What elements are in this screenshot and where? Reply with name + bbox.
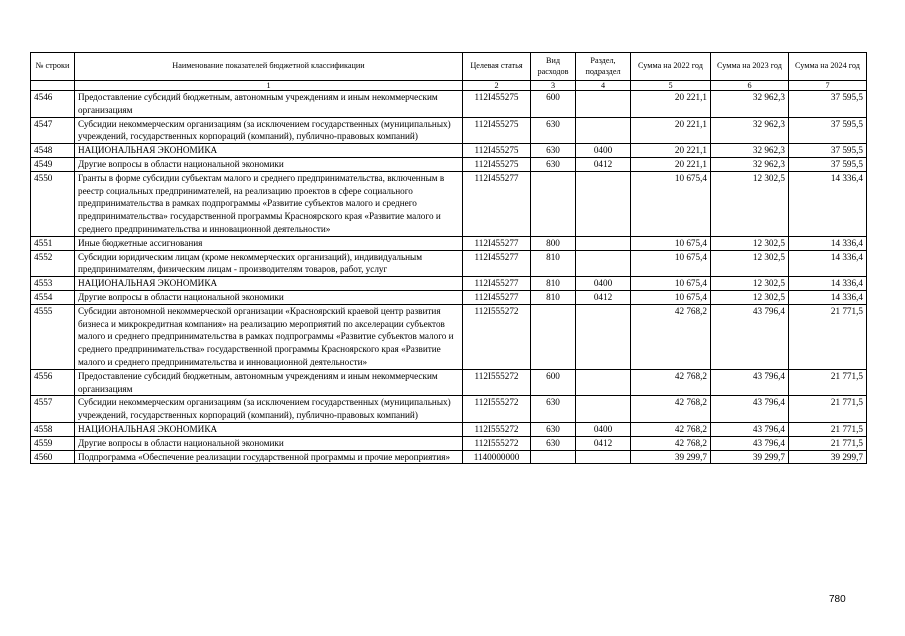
row-sum-2024: 14 336,4 <box>789 250 867 277</box>
row-razdel: 0412 <box>576 290 631 304</box>
table-row <box>31 117 867 144</box>
row-sum-2023: 43 796,4 <box>711 436 789 450</box>
row-sum-2023: 43 796,4 <box>711 422 789 436</box>
row-razdel <box>576 396 631 423</box>
row-number: 4546 <box>31 91 75 118</box>
row-sum-2023: 39 299,7 <box>711 450 789 464</box>
table-row <box>31 396 867 423</box>
row-sum-2023: 32 962,3 <box>711 117 789 144</box>
row-name: Подпрограмма «Обеспечение реализации государственной программы и прочие мероприятия» <box>75 450 463 464</box>
row-razdel <box>576 250 631 277</box>
row-sum-2024: 14 336,4 <box>789 277 867 291</box>
row-sum-2023: 32 962,3 <box>711 157 789 171</box>
row-sum-2024: 14 336,4 <box>789 236 867 250</box>
row-target: 112I555272 <box>463 436 531 450</box>
row-name: Субсидии некоммерческим организациям (за исключением государственных (муниципальных) учреждений, государственных корпораций (компаний), публично-правовых компаний) <box>75 117 463 144</box>
row-sum-2024: 21 771,5 <box>789 369 867 396</box>
row-sum-2023: 12 302,5 <box>711 236 789 250</box>
row-sum-2024: 21 771,5 <box>789 436 867 450</box>
row-sum-2022: 42 768,2 <box>631 396 711 423</box>
row-vid: 600 <box>531 369 576 396</box>
row-vid: 810 <box>531 250 576 277</box>
row-sum-2023: 12 302,5 <box>711 171 789 236</box>
row-sum-2023: 43 796,4 <box>711 396 789 423</box>
row-razdel <box>576 171 631 236</box>
row-sum-2022: 42 768,2 <box>631 304 711 369</box>
table-row <box>31 250 867 277</box>
row-razdel <box>576 91 631 118</box>
row-vid: 630 <box>531 436 576 450</box>
header-section: Раздел, подраздел <box>576 53 631 81</box>
row-number: 4559 <box>31 436 75 450</box>
table-row <box>31 450 867 464</box>
row-vid: 630 <box>531 396 576 423</box>
budget-table <box>30 52 867 464</box>
row-razdel <box>576 450 631 464</box>
row-target: 112I455275 <box>463 144 531 158</box>
column-number-empty <box>31 81 75 91</box>
row-sum-2022: 42 768,2 <box>631 436 711 450</box>
table-row <box>31 369 867 396</box>
row-sum-2024: 21 771,5 <box>789 396 867 423</box>
row-name: Субсидии некоммерческим организациям (за исключением государственных (муниципальных) учреждений, государственных корпораций (компаний), публично-правовых компаний) <box>75 396 463 423</box>
row-number: 4547 <box>31 117 75 144</box>
table-row <box>31 91 867 118</box>
table-row <box>31 304 867 369</box>
row-sum-2023: 43 796,4 <box>711 304 789 369</box>
header-expense-type: Вид расходов <box>531 53 576 81</box>
row-number: 4553 <box>31 277 75 291</box>
row-razdel <box>576 236 631 250</box>
row-sum-2022: 20 221,1 <box>631 157 711 171</box>
row-sum-2024: 37 595,5 <box>789 144 867 158</box>
row-target: 112I555272 <box>463 369 531 396</box>
table-body <box>31 91 867 464</box>
page-number: 780 <box>829 594 846 605</box>
column-number: 5 <box>631 81 711 91</box>
row-sum-2023: 12 302,5 <box>711 250 789 277</box>
row-name: Другие вопросы в области национальной экономики <box>75 436 463 450</box>
row-name: Другие вопросы в области национальной экономики <box>75 157 463 171</box>
row-razdel <box>576 117 631 144</box>
row-target: 112I555272 <box>463 396 531 423</box>
row-number: 4550 <box>31 171 75 236</box>
row-sum-2023: 12 302,5 <box>711 290 789 304</box>
header-name: Наименование показателей бюджетной классификации <box>75 53 463 81</box>
row-target: 112I455277 <box>463 290 531 304</box>
row-vid <box>531 450 576 464</box>
header-sum-2024: Сумма на 2024 год <box>789 53 867 81</box>
row-number: 4556 <box>31 369 75 396</box>
row-sum-2022: 20 221,1 <box>631 144 711 158</box>
row-vid <box>531 171 576 236</box>
row-razdel: 0412 <box>576 436 631 450</box>
row-sum-2024: 14 336,4 <box>789 290 867 304</box>
table-row <box>31 422 867 436</box>
row-name: НАЦИОНАЛЬНАЯ ЭКОНОМИКА <box>75 422 463 436</box>
row-vid: 800 <box>531 236 576 250</box>
row-sum-2024: 37 595,5 <box>789 91 867 118</box>
row-sum-2023: 43 796,4 <box>711 369 789 396</box>
column-number: 3 <box>531 81 576 91</box>
row-sum-2024: 39 299,7 <box>789 450 867 464</box>
table-header-row <box>31 53 867 81</box>
table-row <box>31 171 867 236</box>
row-vid: 630 <box>531 144 576 158</box>
column-number-row <box>31 81 867 91</box>
row-sum-2022: 10 675,4 <box>631 290 711 304</box>
table-row <box>31 277 867 291</box>
row-target: 1140000000 <box>463 450 531 464</box>
row-razdel <box>576 369 631 396</box>
row-sum-2023: 32 962,3 <box>711 91 789 118</box>
row-sum-2022: 42 768,2 <box>631 369 711 396</box>
row-sum-2022: 10 675,4 <box>631 250 711 277</box>
column-number: 2 <box>463 81 531 91</box>
row-razdel: 0400 <box>576 277 631 291</box>
table-row <box>31 144 867 158</box>
row-number: 4549 <box>31 157 75 171</box>
row-vid: 630 <box>531 117 576 144</box>
row-vid: 600 <box>531 91 576 118</box>
row-name: Предоставление субсидий бюджетным, автономным учреждениям и иным некоммерческим организациям <box>75 369 463 396</box>
row-number: 4548 <box>31 144 75 158</box>
row-target: 112I455277 <box>463 236 531 250</box>
header-sum-2022: Сумма на 2022 год <box>631 53 711 81</box>
column-number: 4 <box>576 81 631 91</box>
row-name: Предоставление субсидий бюджетным, автономным учреждениям и иным некоммерческим организациям <box>75 91 463 118</box>
row-name: НАЦИОНАЛЬНАЯ ЭКОНОМИКА <box>75 144 463 158</box>
row-sum-2022: 10 675,4 <box>631 171 711 236</box>
row-sum-2022: 20 221,1 <box>631 91 711 118</box>
row-number: 4558 <box>31 422 75 436</box>
row-sum-2024: 21 771,5 <box>789 422 867 436</box>
row-number: 4560 <box>31 450 75 464</box>
table-row <box>31 290 867 304</box>
column-number: 7 <box>789 81 867 91</box>
header-target-article: Целевая статья <box>463 53 531 81</box>
table-row <box>31 236 867 250</box>
row-sum-2022: 42 768,2 <box>631 422 711 436</box>
row-razdel: 0400 <box>576 144 631 158</box>
row-target: 112I455275 <box>463 157 531 171</box>
row-name: Гранты в форме субсидии субъектам малого и среднего предпринимательства, включенным в реестр социальных предпринимателей, на реализацию проектов в сфере социального предпринимательства в рамках подпрограммы «Развитие субъектов малого и среднего предпринимательства» государственной программы Красноярского края «Развитие малого и среднего предпринимательства и инновационной деятельности» <box>75 171 463 236</box>
row-number: 4555 <box>31 304 75 369</box>
row-number: 4557 <box>31 396 75 423</box>
row-sum-2022: 10 675,4 <box>631 236 711 250</box>
row-vid <box>531 304 576 369</box>
row-sum-2024: 14 336,4 <box>789 171 867 236</box>
header-row-number: № строки <box>31 53 75 81</box>
row-target: 112I455277 <box>463 171 531 236</box>
row-sum-2023: 32 962,3 <box>711 144 789 158</box>
table-row <box>31 157 867 171</box>
row-sum-2022: 39 299,7 <box>631 450 711 464</box>
row-name: Иные бюджетные ассигнования <box>75 236 463 250</box>
row-sum-2024: 21 771,5 <box>789 304 867 369</box>
row-razdel: 0400 <box>576 422 631 436</box>
row-razdel <box>576 304 631 369</box>
row-razdel: 0412 <box>576 157 631 171</box>
row-vid: 630 <box>531 422 576 436</box>
row-target: 112I455277 <box>463 277 531 291</box>
row-name: Субсидии автономной некоммерческой организации «Красноярский краевой центр развития бизнеса и микрокредитная компания» на реализацию мероприятий по акселерации субъектов малого и среднего предпринимательства в рамках подпрограммы «Развитие субъектов малого и среднего предпринимательства» государственной программы Красноярского края «Развитие малого и среднего предпринимательства и инновационной деятельности» <box>75 304 463 369</box>
row-sum-2024: 37 595,5 <box>789 157 867 171</box>
column-number: 1 <box>75 81 463 91</box>
row-sum-2024: 37 595,5 <box>789 117 867 144</box>
row-number: 4552 <box>31 250 75 277</box>
row-sum-2022: 10 675,4 <box>631 277 711 291</box>
row-target: 112I455277 <box>463 250 531 277</box>
row-name: Другие вопросы в области национальной экономики <box>75 290 463 304</box>
row-target: 112I455275 <box>463 91 531 118</box>
column-number: 6 <box>711 81 789 91</box>
row-target: 112I555272 <box>463 304 531 369</box>
row-vid: 810 <box>531 290 576 304</box>
row-vid: 630 <box>531 157 576 171</box>
row-name: Субсидии юридическим лицам (кроме некоммерческих организаций), индивидуальным предпринимателям, физическим лицам - производителям товаров, работ, услуг <box>75 250 463 277</box>
row-sum-2022: 20 221,1 <box>631 117 711 144</box>
row-name: НАЦИОНАЛЬНАЯ ЭКОНОМИКА <box>75 277 463 291</box>
row-target: 112I455275 <box>463 117 531 144</box>
table-row <box>31 436 867 450</box>
row-target: 112I555272 <box>463 422 531 436</box>
row-vid: 810 <box>531 277 576 291</box>
row-number: 4551 <box>31 236 75 250</box>
row-sum-2023: 12 302,5 <box>711 277 789 291</box>
header-sum-2023: Сумма на 2023 год <box>711 53 789 81</box>
row-number: 4554 <box>31 290 75 304</box>
